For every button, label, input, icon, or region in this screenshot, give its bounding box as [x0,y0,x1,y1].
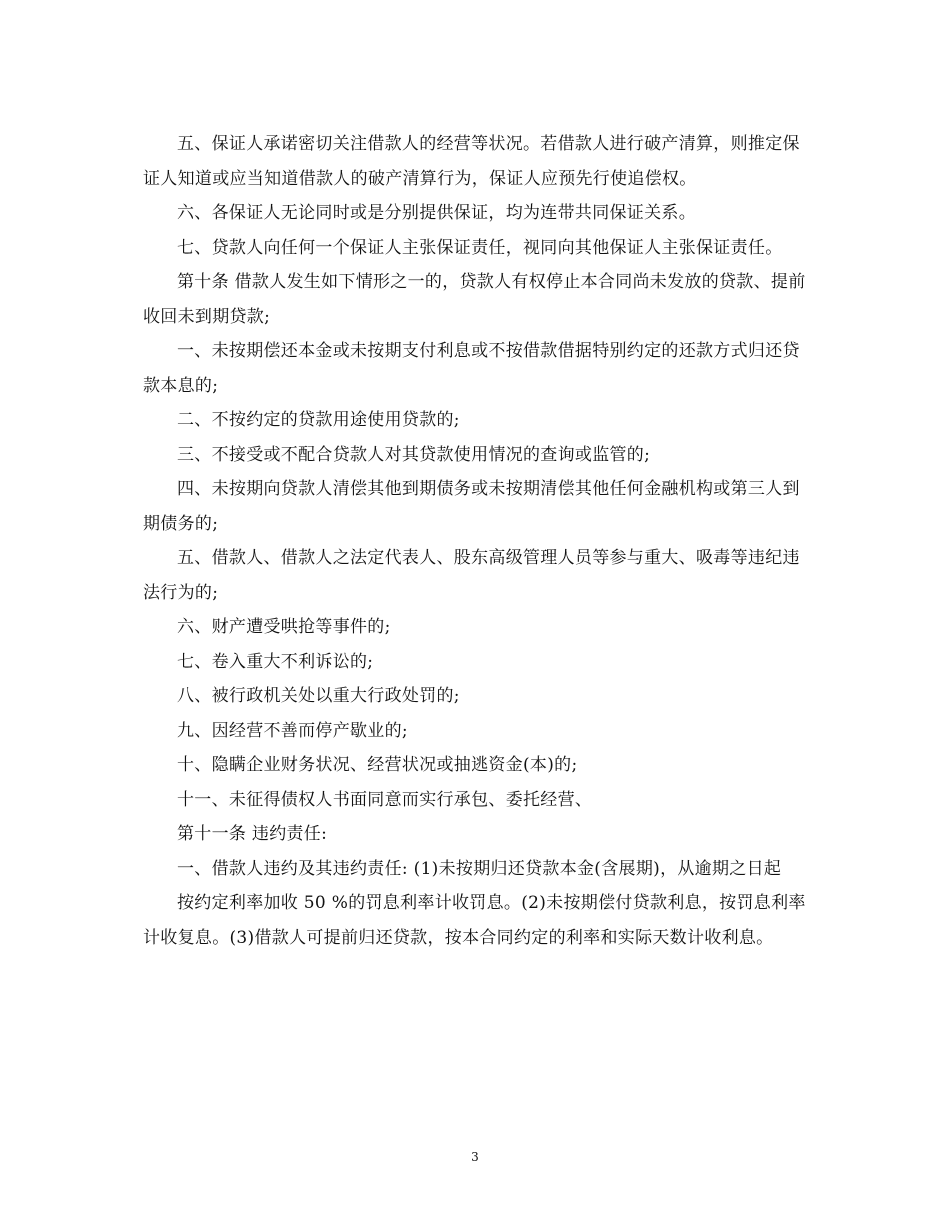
paragraph-guarantor-five: 五、保证人承诺密切关注借款人的经营等状况。若借款人进行破产清算，则推定保证人知道或应当知道借款人的破产清算行为，保证人应预先行使追偿权。 [143,134,800,189]
paragraph-article-ten-item-6: 六、财产遭受哄抢等事件的; [177,617,391,637]
paragraph-article-ten-item-4: 四、未按期向贷款人清偿其他到期债务或未按期清偿其他任何金融机构或第三人到期债务的; [143,479,800,534]
paragraph-article-ten-item-9: 九、因经营不善而停产歇业的; [177,720,408,741]
paragraph-article-eleven-item-1: 一、借款人违约及其违约责任: (1)未按期归还贷款本金(含展期)，从逾期之日起 [177,858,782,879]
paragraph-article-ten-item-11: 十一、未征得债权人书面同意而实行承包、委托经营、 [177,789,593,810]
paragraph-article-ten: 第十条 借款人发生如下情形之一的，贷款人有权停止本合同尚未发放的贷款、提前收回未到期贷款; [143,272,806,327]
page-number: 3 [471,1150,479,1164]
paragraph-article-ten-item-7: 七、卷入重大不利诉讼的; [177,651,374,672]
paragraph-article-ten-item-1: 一、未按期偿还本金或未按期支付利息或不按借款借据特别约定的还款方式归还贷款本息的; [143,341,800,396]
paragraph-guarantor-seven: 七、贷款人向任何一个保证人主张保证责任，视同向其他保证人主张保证责任。 [177,237,783,258]
paragraph-article-ten-item-5: 五、借款人、借款人之法定代表人、股东高级管理人员等参与重大、吸毒等违纪违法行为的; [143,548,800,603]
paragraph-article-ten-item-2: 二、不按约定的贷款用途使用贷款的; [177,410,460,430]
paragraph-article-ten-item-10: 十、隐瞒企业财务状况、经营状况或抽逃资金(本)的; [177,755,578,775]
paragraph-guarantor-six: 六、各保证人无论同时或是分别提供保证，均为连带共同保证关系。 [177,203,696,223]
paragraph-article-ten-item-8: 八、被行政机关处以重大行政处罚的; [177,686,460,706]
paragraph-article-eleven: 第十一条 违约责任: [177,824,328,844]
paragraph-penalty-interest: 按约定利率加收 50 %的罚息利率计收罚息。(2)未按期偿付贷款利息，按罚息利率计收复息。(3)借款人可提前归还贷款，按本合同约定的利率和实际天数计收利息。 [143,893,806,948]
document-body [143,127,815,955]
paragraph-article-ten-item-3: 三、不接受或不配合贷款人对其贷款使用情况的查询或监管的; [177,444,651,465]
